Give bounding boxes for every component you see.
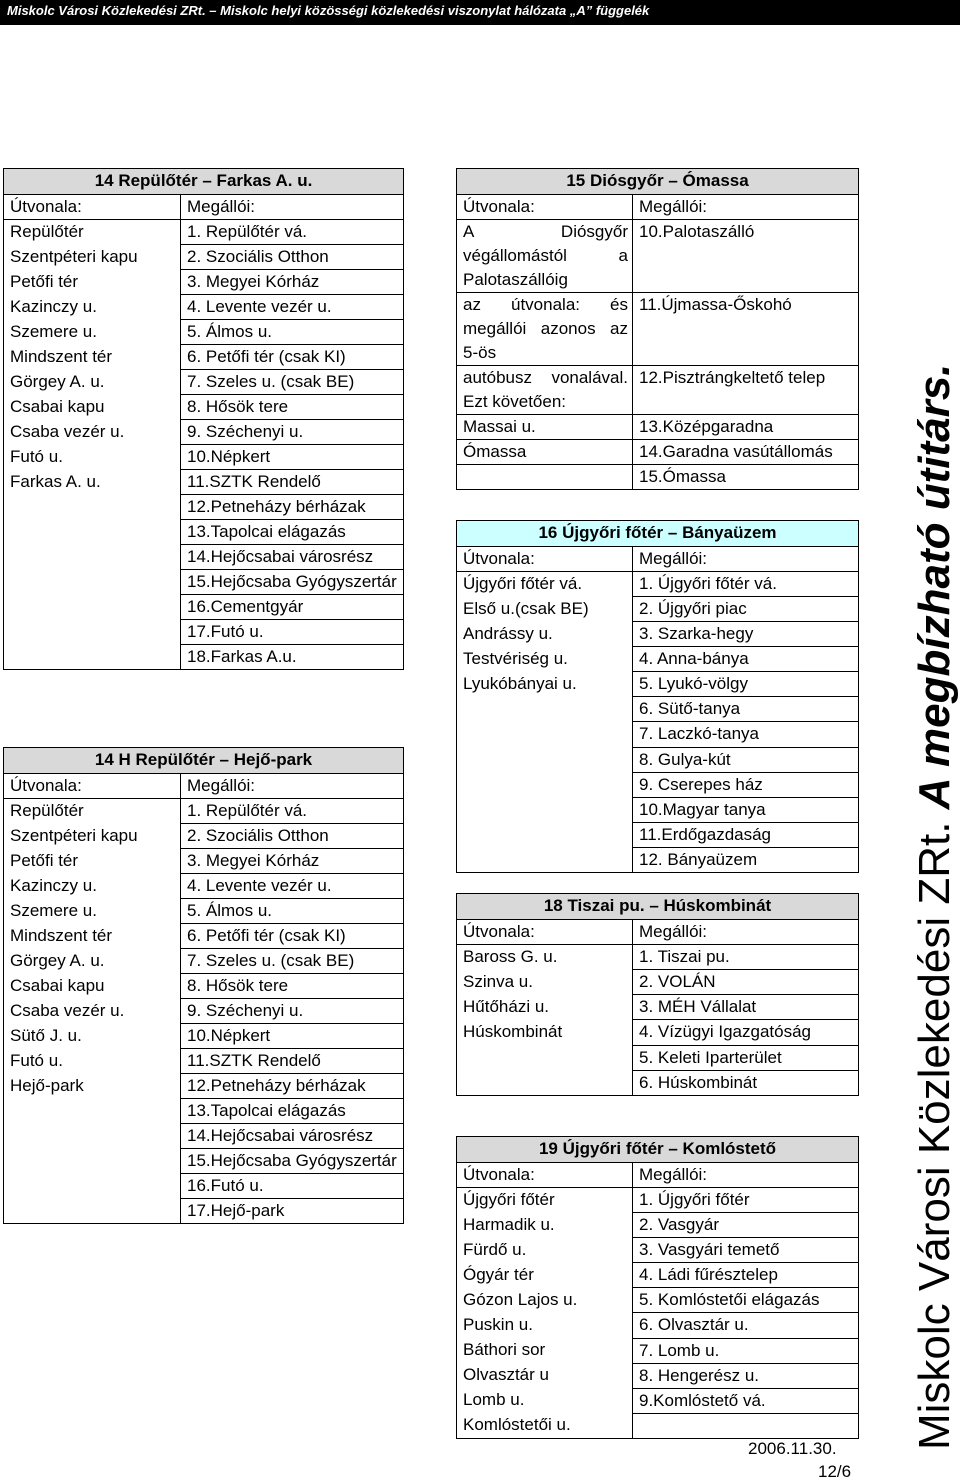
route-street: Újgyőri főtér vá.	[463, 574, 583, 593]
route-street: Báthori sor	[463, 1340, 546, 1359]
stop-cell: 3. Vasgyári temető	[633, 1238, 859, 1263]
table-row	[457, 293, 859, 366]
stop-cell: 2. VOLÁN	[633, 970, 859, 995]
stop-cell: 8. Hősök tere	[181, 974, 404, 999]
route-table-15	[456, 168, 859, 490]
stop-cell: 7. Szeles u. (csak BE)	[181, 370, 404, 395]
route-list	[457, 572, 632, 872]
header-band	[0, 0, 960, 25]
table-title: 19 Újgyőri főtér – Komlóstető	[457, 1137, 859, 1163]
route-street: Ógyár tér	[463, 1265, 534, 1284]
route-street	[457, 722, 632, 747]
table-row	[457, 440, 859, 465]
stop-cell: 6. Sütő-tanya	[633, 697, 859, 722]
stop-cell: 9. Széchenyi u.	[181, 999, 404, 1024]
stop-cell: 4. Anna-bánya	[633, 647, 859, 672]
route-table-14h	[3, 747, 404, 1224]
route-cell: autóbusz vonalával. Ezt követően:	[457, 366, 633, 415]
route-street	[457, 772, 632, 797]
route-cell: Massai u.	[457, 415, 633, 440]
document-date: 2006.11.30.	[748, 1439, 837, 1458]
column-header-route: Útvonala:	[4, 195, 181, 220]
route-street: Farkas A. u.	[10, 472, 101, 491]
stop-cell: 5. Lyukó-völgy	[633, 672, 859, 697]
route-street	[457, 1045, 632, 1070]
table-row	[457, 1188, 859, 1213]
route-table-19	[456, 1136, 859, 1439]
table-title: 14 H Repülőtér – Hejő-park	[4, 748, 404, 774]
stop-cell: 15.Hejőcsaba Gyógyszertár	[181, 570, 404, 595]
stop-cell: 17.Futó u.	[181, 620, 404, 645]
watermark-slogan	[910, 363, 960, 1450]
route-street: Első u.(csak BE)	[463, 599, 589, 618]
stop-cell: 5. Komlóstetői elágazás	[633, 1288, 859, 1313]
route-table-18	[456, 893, 859, 1096]
table-row	[457, 415, 859, 440]
route-street: Görgey A. u.	[10, 951, 105, 970]
stop-cell: 2. Szociális Otthon	[181, 245, 404, 270]
stop-cell: 4. Vízügyi Igazgatóság	[633, 1020, 859, 1045]
table-row	[457, 465, 859, 490]
route-street: Újgyőri főtér	[463, 1190, 555, 1209]
route-street: Futó u.	[10, 1051, 63, 1070]
route-street	[457, 822, 632, 847]
stop-cell: 16.Cementgyár	[181, 595, 404, 620]
route-list	[4, 799, 180, 1099]
stop-cell: 5. Álmos u.	[181, 899, 404, 924]
route-street: Csabai kapu	[10, 976, 105, 995]
route-street: Andrássy u.	[463, 624, 553, 643]
stop-cell: 14.Garadna vasútállomás	[633, 440, 859, 465]
column-header-stops: Megállói:	[633, 547, 859, 572]
route-street: Szentpéteri kapu	[10, 826, 138, 845]
stop-cell: 3. MÉH Vállalat	[633, 995, 859, 1020]
stop-cell: 5. Álmos u.	[181, 320, 404, 345]
route-street: Petőfi tér	[10, 272, 79, 291]
route-street	[457, 797, 632, 822]
stop-cell: 8. Hősök tere	[181, 395, 404, 420]
stop-cell: 12. Bányaüzem	[633, 847, 859, 872]
route-street	[457, 847, 632, 872]
stop-cell: 1. Repülőtér vá.	[181, 220, 404, 245]
column-header-stops: Megállói:	[633, 920, 859, 945]
stop-cell: 9. Széchenyi u.	[181, 420, 404, 445]
stop-cell: 4. Levente vezér u.	[181, 295, 404, 320]
route-street: Szemere u.	[10, 901, 97, 920]
header-title: Miskolc Városi Közlekedési ZRt. – Miskolc helyi közösségi közlekedési viszonylat hálózata „A” függelék	[7, 3, 650, 18]
route-street: Testvériség u.	[463, 649, 568, 668]
stop-cell: 13.Tapolcai elágazás	[181, 1099, 404, 1124]
page-number: 12/6	[818, 1462, 852, 1481]
stop-cell: 11.Újmassa-Őskohó	[633, 293, 859, 366]
stop-cell: 11.SZTK Rendelő	[181, 1049, 404, 1074]
stop-cell: 10.Palotaszálló	[633, 220, 859, 293]
stop-cell: 4. Ládi fűrésztelep	[633, 1263, 859, 1288]
column-header-route: Útvonala:	[457, 1163, 633, 1188]
stop-cell: 3. Szarka-hegy	[633, 622, 859, 647]
route-street: Hejő-park	[10, 1076, 84, 1095]
stop-cell	[633, 1413, 859, 1438]
stop-cell: 3. Megyei Kórház	[181, 849, 404, 874]
stop-cell: 11.Erdőgazdaság	[633, 822, 859, 847]
route-street: Futó u.	[10, 447, 63, 466]
stop-cell: 8. Gulya-kút	[633, 747, 859, 772]
stop-cell: 6. Olvasztár u.	[633, 1313, 859, 1338]
route-street	[457, 747, 632, 772]
route-street: Hűtőházi u.	[463, 997, 549, 1016]
route-street: Fürdő u.	[463, 1240, 527, 1259]
table-row	[4, 799, 404, 824]
stop-cell: 1. Repülőtér vá.	[181, 799, 404, 824]
table-title: 18 Tiszai pu. – Húskombinát	[457, 894, 859, 920]
stop-cell: 7. Lomb u.	[633, 1338, 859, 1363]
stop-cell: 13.Középgaradna	[633, 415, 859, 440]
table-title: 15 Diósgyőr – Ómassa	[457, 169, 859, 195]
route-street: Baross G. u.	[463, 947, 558, 966]
stop-cell: 3. Megyei Kórház	[181, 270, 404, 295]
column-header-route: Útvonala:	[4, 774, 181, 799]
route-list	[457, 945, 632, 1095]
stop-cell: 13.Tapolcai elágazás	[181, 520, 404, 545]
route-street: Lyukóbányai u.	[463, 674, 577, 693]
route-street: Lomb u.	[463, 1390, 525, 1409]
route-street: Szentpéteri kapu	[10, 247, 138, 266]
stop-cell: 14.Hejőcsabai városrész	[181, 1124, 404, 1149]
route-street: Harmadik u.	[463, 1215, 555, 1234]
stop-cell: 2. Szociális Otthon	[181, 824, 404, 849]
route-cell	[457, 465, 633, 490]
stop-cell: 5. Keleti Iparterület	[633, 1045, 859, 1070]
stop-cell: 9. Cserepes ház	[633, 772, 859, 797]
watermark-tagline: A megbízható útitárs.	[910, 363, 959, 810]
route-street: Szemere u.	[10, 322, 97, 341]
route-street: Puskin u.	[463, 1315, 533, 1334]
route-street: Kazinczy u.	[10, 876, 97, 895]
route-street: Mindszent tér	[10, 347, 113, 366]
watermark-company: Miskolc Városi Közlekedési ZRt.	[910, 809, 959, 1450]
stop-cell: 1. Tiszai pu.	[633, 945, 859, 970]
route-street: Mindszent tér	[10, 926, 113, 945]
route-street: Komlóstetői u.	[463, 1415, 571, 1434]
stop-cell: 6. Húskombinát	[633, 1070, 859, 1095]
stop-cell: 18.Farkas A.u.	[181, 645, 404, 670]
stop-cell: 10.Népkert	[181, 445, 404, 470]
stop-cell: 12.Petneházy bérházak	[181, 495, 404, 520]
stop-cell: 9.Komlóstető vá.	[633, 1388, 859, 1413]
stop-cell: 4. Levente vezér u.	[181, 874, 404, 899]
stop-cell: 14.Hejőcsabai városrész	[181, 545, 404, 570]
route-street: Olvasztár u	[463, 1365, 549, 1384]
route-table-16	[456, 520, 859, 873]
route-street: Szinva u.	[463, 972, 533, 991]
column-header-route: Útvonala:	[457, 547, 633, 572]
table-title: 16 Újgyőri főtér – Bányaüzem	[457, 521, 859, 547]
table-title: 14 Repülőtér – Farkas A. u.	[4, 169, 404, 195]
stop-cell: 7. Laczkó-tanya	[633, 722, 859, 747]
route-street: Gózon Lajos u.	[463, 1290, 578, 1309]
route-street	[457, 1070, 632, 1095]
route-street: Csaba vezér u.	[10, 422, 125, 441]
route-list	[457, 1188, 632, 1438]
stop-cell: 6. Petőfi tér (csak KI)	[181, 345, 404, 370]
stop-cell: 7. Szeles u. (csak BE)	[181, 949, 404, 974]
stop-cell: 10.Magyar tanya	[633, 797, 859, 822]
route-cell: A Diósgyőr végállomástól a Palotaszállóig	[457, 220, 633, 293]
route-street	[457, 697, 632, 722]
route-street: Csabai kapu	[10, 397, 105, 416]
stop-cell: 8. Hengerész u.	[633, 1363, 859, 1388]
table-row	[457, 366, 859, 415]
route-street: Sütő J. u.	[10, 1026, 82, 1045]
route-street: Görgey A. u.	[10, 372, 105, 391]
stop-cell: 10.Népkert	[181, 1024, 404, 1049]
stop-cell: 2. Vasgyár	[633, 1213, 859, 1238]
table-row	[4, 220, 404, 245]
route-street: Petőfi tér	[10, 851, 79, 870]
route-street: Húskombinát	[463, 1022, 563, 1041]
column-header-route: Útvonala:	[457, 195, 633, 220]
route-street: Repülőtér	[10, 222, 84, 241]
route-cell: az útvonala: és megállói azonos az 5-ös	[457, 293, 633, 366]
route-street: Kazinczy u.	[10, 297, 97, 316]
route-street: Repülőtér	[10, 801, 84, 820]
stop-cell: 11.SZTK Rendelő	[181, 470, 404, 495]
column-header-route: Útvonala:	[457, 920, 633, 945]
stop-cell: 16.Futó u.	[181, 1174, 404, 1199]
column-header-stops: Megállói:	[633, 1163, 859, 1188]
stop-cell: 12.Petneházy bérházak	[181, 1074, 404, 1099]
route-cell: Ómassa	[457, 440, 633, 465]
stop-cell: 12.Pisztrángkeltető telep	[633, 366, 859, 415]
stop-cell: 15.Ómassa	[633, 465, 859, 490]
column-header-stops: Megállói:	[181, 774, 404, 799]
route-table-14	[3, 168, 404, 670]
table-row	[457, 572, 859, 597]
stop-cell: 17.Hejő-park	[181, 1199, 404, 1224]
route-list	[4, 220, 180, 495]
table-row	[457, 220, 859, 293]
stop-cell: 2. Újgyőri piac	[633, 597, 859, 622]
stop-cell: 1. Újgyőri főtér	[633, 1188, 859, 1213]
table-row	[457, 945, 859, 970]
column-header-stops: Megállói:	[633, 195, 859, 220]
stop-cell: 15.Hejőcsaba Gyógyszertár	[181, 1149, 404, 1174]
stop-cell: 1. Újgyőri főtér vá.	[633, 572, 859, 597]
column-header-stops: Megállói:	[181, 195, 404, 220]
stop-cell: 6. Petőfi tér (csak KI)	[181, 924, 404, 949]
route-street: Csaba vezér u.	[10, 1001, 125, 1020]
